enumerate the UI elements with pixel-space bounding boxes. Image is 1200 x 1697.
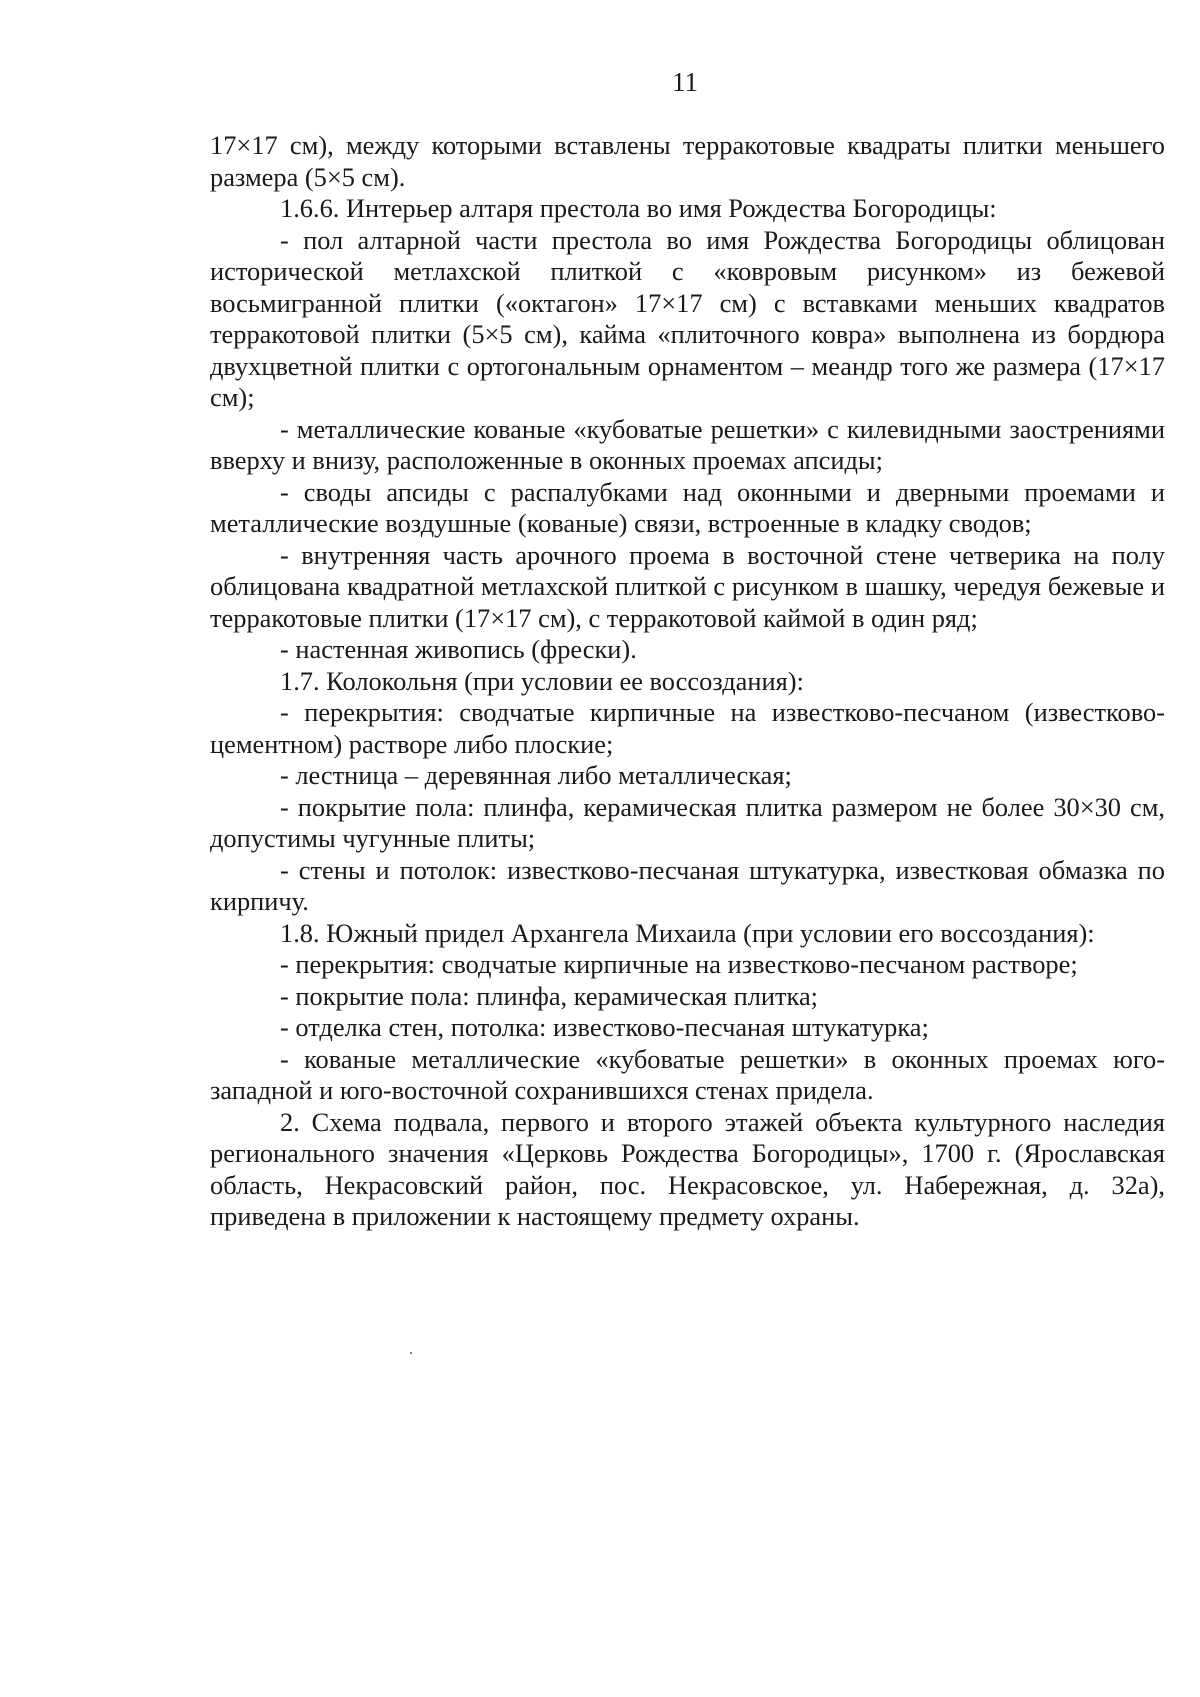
paragraph: - стены и потолок: известково-песчаная штукатурка, известковая обмазка по кирпичу.	[210, 854, 1165, 916]
paragraph: 1.8. Южный придел Архангела Михаила (при условии его воссоздания):	[280, 917, 1095, 948]
paragraph: - перекрытия: сводчатые кирпичные на известково-песчаном (известково-цементном) растворе либо плоские;	[210, 697, 1165, 759]
paragraph: 1.7. Колокольня (при условии ее воссоздания):	[280, 665, 804, 696]
paragraph: - перекрытия: сводчатые кирпичные на известково-песчаном растворе;	[280, 949, 1078, 979]
paragraph: 17×17 см), между которыми вставлены терракотовые квадраты плитки меньшего размера (5×5 см).	[210, 130, 1165, 192]
scan-speck	[410, 1352, 412, 1354]
paragraph: - кованые металлические «кубоватые решетки» в оконных проемах юго-западной и юго-восточной сохранившихся стенах придела.	[210, 1043, 1165, 1105]
page-number: 11	[672, 67, 698, 97]
document-text-body	[210, 130, 1165, 1233]
paragraph: 1.6.6. Интерьер алтаря престола во имя Рождества Богородицы:	[280, 193, 997, 223]
paragraph: - внутренняя часть арочного проема в восточной стене четверика на полу облицована квадратной метлахской плиткой с рисунком в шашку, чередуя бежевые и терракотовые плитки (17×17 см), с терракотовой каймой в один ряд;	[210, 539, 1165, 633]
paragraph: - покрытие пола: плинфа, керамическая плитка;	[280, 980, 819, 1011]
paragraph: - отделка стен, потолка: известково-песчаная штукатурка;	[280, 1012, 929, 1042]
paragraph: - пол алтарной части престола во имя Рождества Богородицы облицован исторической метлахской плиткой с «ковровым рисунком» из бежевой восьмигранной плитки («октагон» 17×17 см) с вставками меньших квадратов терракотовой плитки (5×5 см), кайма «плиточного ковра» выполнена из бордюра двухцветной плитки с ортогональным орнаментом – меандр того же размера (17×17 см);	[210, 224, 1165, 412]
paragraph: - настенная живопись (фрески).	[280, 634, 637, 664]
paragraph: - своды апсиды с распалубками над оконными и дверными проемами и металлические воздушные (кованые) связи, встроенные в кладку сводов;	[210, 476, 1165, 538]
paragraph: - металлические кованые «кубоватые решетки» с килевидными заострениями вверху и внизу, расположенные в оконных проемах апсиды;	[210, 413, 1165, 475]
paragraph: - лестница – деревянная либо металлическая;	[280, 760, 792, 790]
paragraph: - покрытие пола: плинфа, керамическая плитка размером не более 30×30 см, допустимы чугунные плиты;	[210, 791, 1165, 853]
paragraph: 2. Схема подвала, первого и второго этажей объекта культурного наследия регионального значения «Церковь Рождества Богородицы», 1700 г. (Ярославская область, Некрасовский район, пос. Некрасовское, ул. Набережная, д. 32а), приведена в приложении к настоящему предмету охраны.	[210, 1106, 1165, 1231]
